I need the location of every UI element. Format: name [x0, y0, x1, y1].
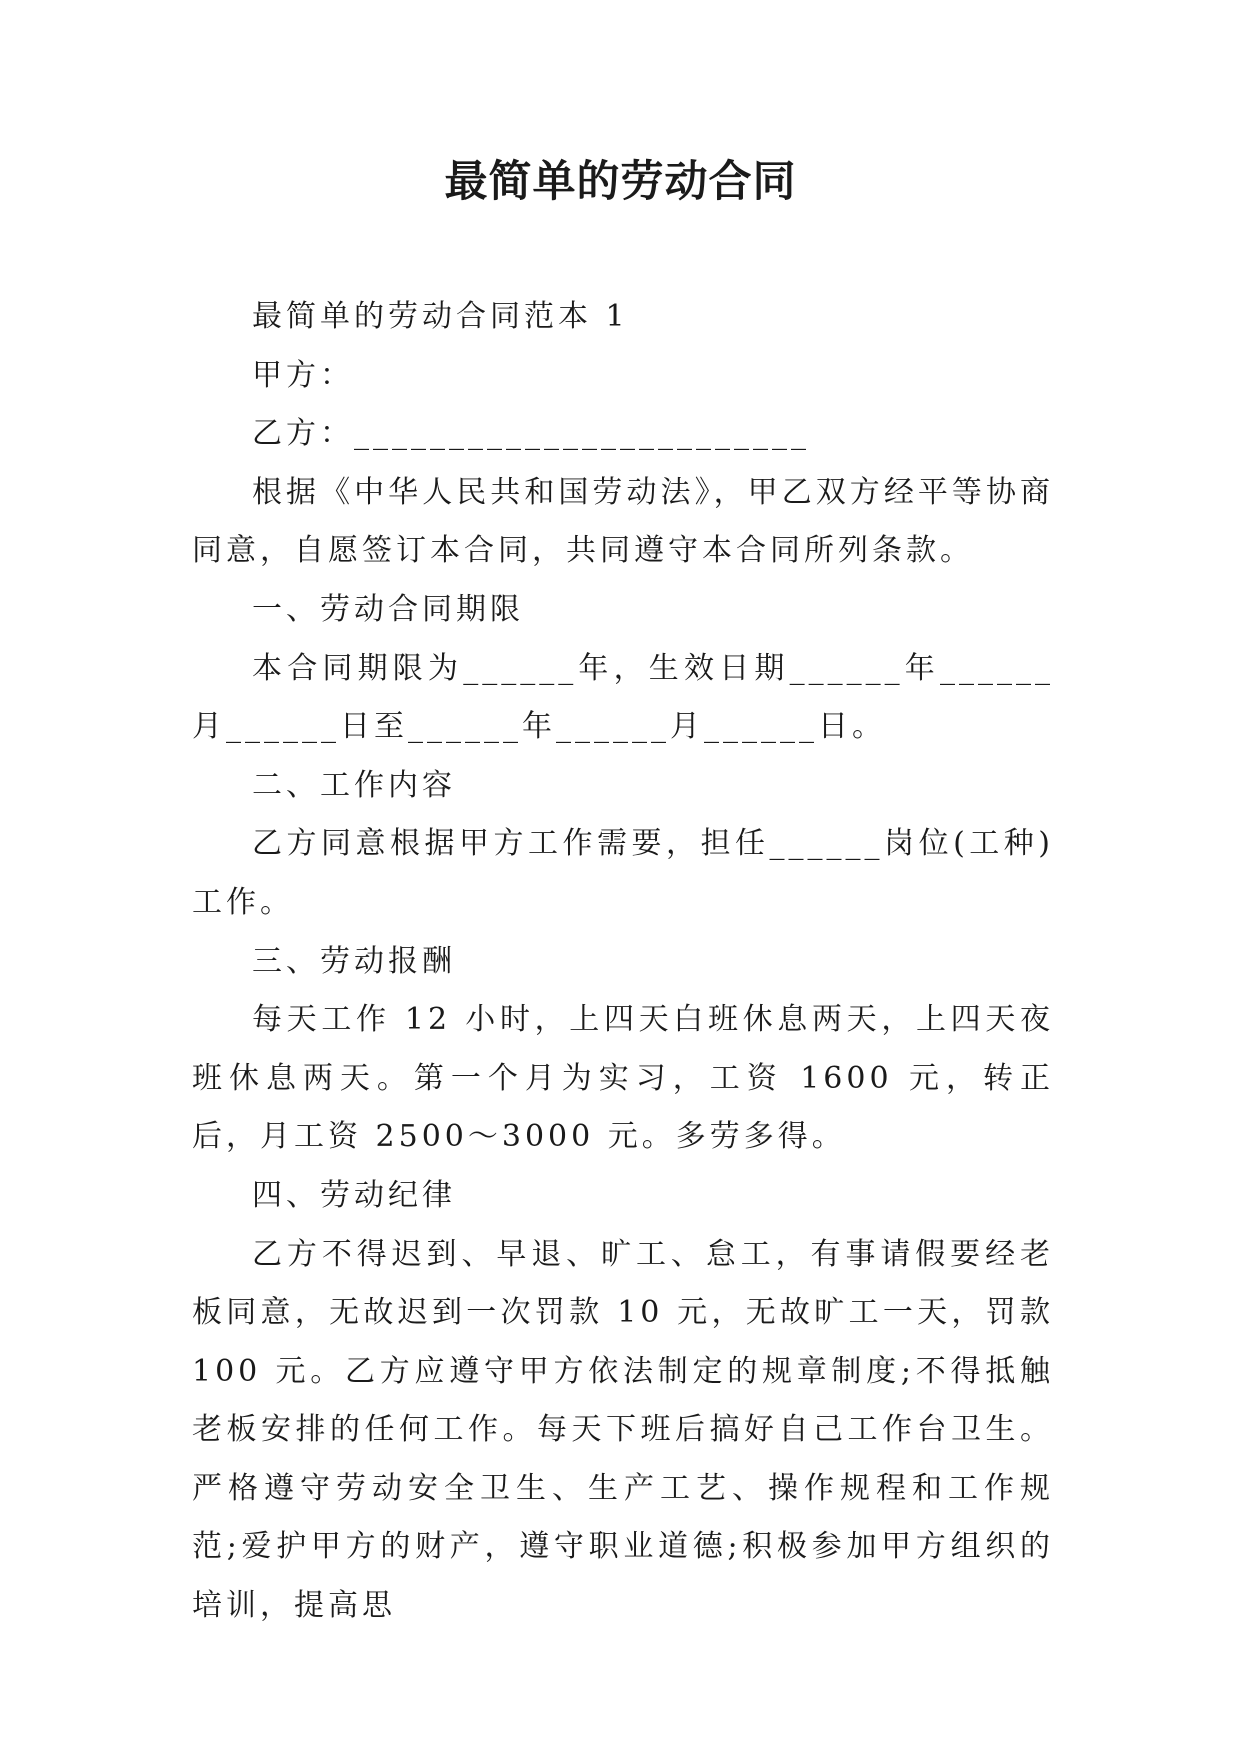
paragraph-intro: 根据《中华人民共和国劳动法》，甲乙双方经平等协商同意，自愿签订本合同，共同遵守本合同所列条款。: [192, 474, 1054, 569]
paragraph-pay: 每天工作 12 小时，上四天白班休息两天，上四天夜班休息两天。第一个月为实习，工资 1600 元，转正后，月工资 2500～3000 元。多劳多得。: [192, 1002, 1054, 1155]
paragraph-work: 乙方同意根据甲方工作需要，担任______岗位(工种)工作。: [192, 826, 1054, 920]
paragraph-term: 本合同期限为______年，生效日期______年______月______日至______年______月______日。: [192, 650, 1054, 745]
section-heading-pay: 三、劳动报酬: [252, 943, 456, 979]
section-heading-work: 二、工作内容: [252, 767, 456, 803]
document-body: [192, 288, 1054, 1636]
paragraph-party-b: 乙方：________________________: [252, 416, 810, 452]
document-title: 最简单的劳动合同: [444, 157, 797, 207]
section-heading-discipline: 四、劳动纪律: [252, 1177, 456, 1213]
section-heading-term: 一、劳动合同期限: [252, 591, 524, 627]
paragraph-party-a: 甲方：: [252, 357, 354, 393]
paragraph-subtitle: 最简单的劳动合同范本 1: [252, 299, 629, 334]
paragraph-discipline: 乙方不得迟到、早退、旷工、怠工，有事请假要经老板同意，无故迟到一次罚款 10 元，无故旷工一天，罚款 100 元。乙方应遵守甲方依法制定的规章制度;不得抵触老板安排的任何工作。每天下班后搞好自己工作台卫生。严格遵守劳动安全卫生、生产工艺、操作规程和工作规范;爱护甲方的财产，遵守职业道德;积极参加甲方组织的培训，提高思: [192, 1236, 1054, 1624]
